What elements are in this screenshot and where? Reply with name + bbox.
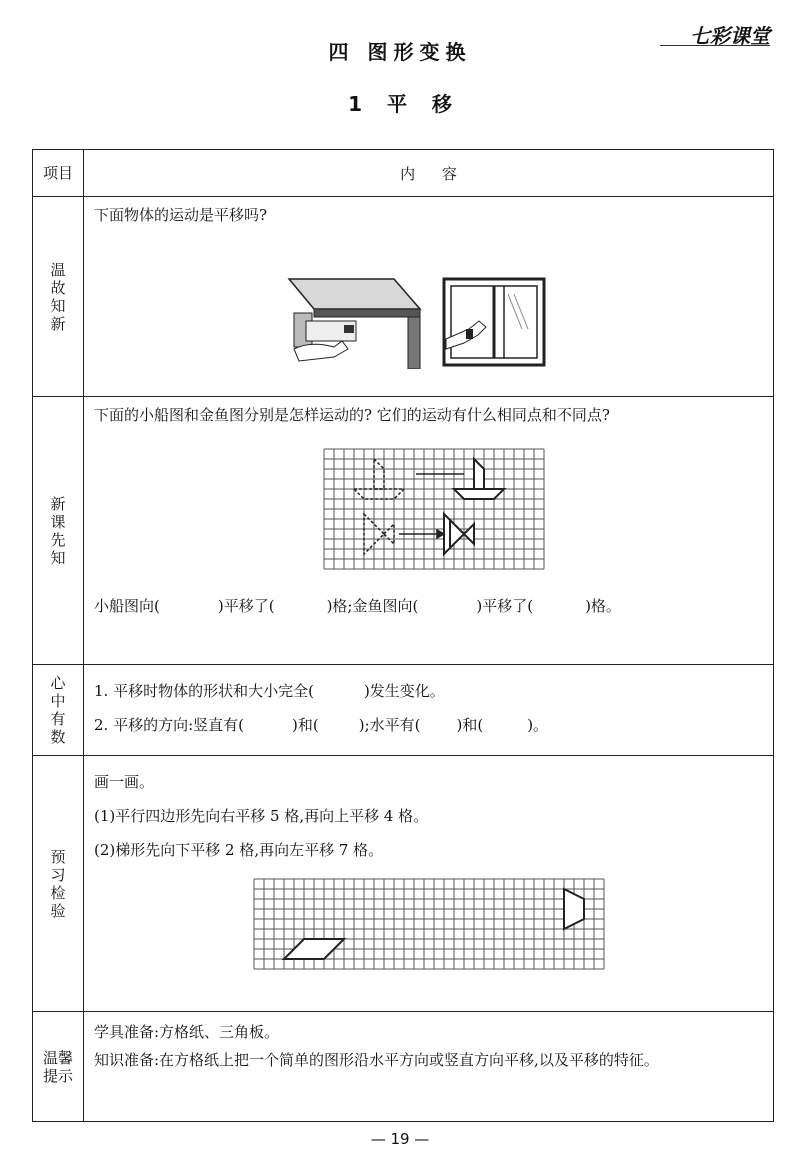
preview-content: [84, 756, 774, 1012]
review-row: [33, 197, 774, 397]
parallelogram-shape: [284, 939, 344, 959]
worksheet-table: [32, 149, 774, 1122]
fish-arrow: [399, 530, 444, 538]
new-lesson-question: 下面的小船图和金鱼图分别是怎样运动的? 它们的运动有什么相同点和不同点?: [94, 406, 610, 424]
section-title: 1 平 移: [348, 92, 452, 116]
preview-intro: 画一画。: [94, 773, 155, 791]
key-point-1: 1. 平移时物体的形状和大小完全( )发生变化。: [94, 682, 445, 700]
key-points-row: [33, 665, 774, 756]
review-question: 下面物体的运动是平移吗?: [94, 206, 268, 224]
header-content: 内 容: [84, 150, 774, 197]
fish-original: [364, 514, 394, 554]
chapter-title: 四 图形变换: [328, 40, 472, 64]
window-figure: [444, 279, 544, 365]
fish-moved: [444, 514, 474, 554]
tips-label: 温馨提示: [33, 1012, 84, 1122]
preview-label: 预习检验: [33, 756, 84, 1012]
review-figures: [94, 239, 763, 389]
new-lesson-fill-in: 小船图向( )平移了( )格;金鱼图向( )平移了( )格。: [94, 597, 621, 615]
trapezoid-shape: [564, 889, 584, 929]
header-item: 项目: [33, 150, 84, 197]
tips-tools: 学具准备:方格纸、三角板。: [94, 1023, 280, 1041]
key-points-content: [84, 665, 774, 756]
tips-row: [33, 1012, 774, 1122]
tips-content: [84, 1012, 774, 1122]
preview-task-1: (1)平行四边形先向右平移 5 格,再向上平移 4 格。: [94, 807, 429, 825]
drawer-window-illustration: [94, 239, 774, 369]
drawer-figure: [289, 279, 420, 369]
preview-row: [33, 756, 774, 1012]
page-number: — 19 —: [370, 1130, 430, 1148]
new-lesson-content: [84, 397, 774, 665]
preview-task-2: (2)梯形先向下平移 2 格,再向左平移 7 格。: [94, 841, 384, 859]
new-lesson-row: [33, 397, 774, 665]
new-lesson-label: 新课先知: [33, 397, 84, 665]
grid-paper: [324, 449, 544, 569]
table-header-row: [33, 150, 774, 197]
key-point-2: 2. 平移的方向:竖直有( )和( );水平有( )和( )。: [94, 716, 549, 734]
review-label: 温故知新: [33, 197, 84, 397]
tips-knowledge: 知识准备:在方格纸上把一个简单的图形沿水平方向或竖直方向平移,以及平移的特征。: [94, 1051, 659, 1069]
key-points-label: 心中有数: [33, 665, 84, 756]
preview-grid: [94, 874, 774, 984]
brand-logo: 七彩课堂: [690, 24, 770, 48]
boat-fish-grid: [94, 439, 774, 579]
review-content: [84, 197, 774, 397]
